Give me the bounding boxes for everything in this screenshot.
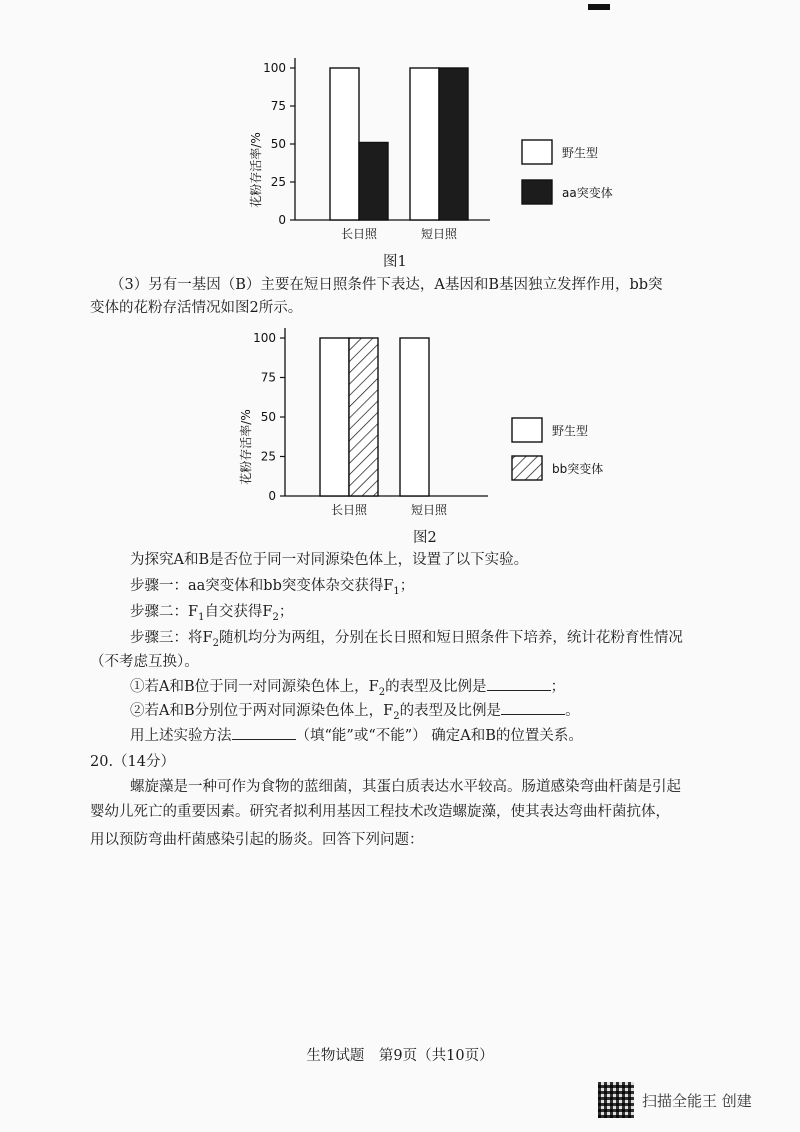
y-tick-label: 50 xyxy=(260,410,276,424)
bar-aa突变体-短日照 xyxy=(439,68,468,220)
legend-swatch xyxy=(512,456,542,480)
fig1-bars xyxy=(330,68,468,220)
fig1-legend xyxy=(522,140,613,204)
fig2-bars xyxy=(320,338,429,496)
answer-blank-a[interactable] xyxy=(487,676,551,691)
y-tick-label: 100 xyxy=(253,331,276,345)
x-tick-label: 长日照 xyxy=(330,503,368,517)
legend-swatch xyxy=(522,180,552,204)
y-tick-label: 25 xyxy=(260,449,276,464)
step-3: 步骤三：将$F_2$随机均分为两组，分别在长日照和短日照条件下培养，统计花粉育性情况 xyxy=(130,630,683,649)
legend-swatch xyxy=(512,418,542,442)
explore-text: 为探究A和B是否位于同一对同源染色体上，设置了以下实验。 xyxy=(130,552,529,568)
legend-label: 野生型 xyxy=(562,146,599,160)
figure-2-chart xyxy=(230,322,650,522)
x-tick-label: 短日照 xyxy=(420,227,458,241)
q20-line3: 用以预防弯曲杆菌感染引起的肠炎。回答下列问题： xyxy=(90,832,424,848)
scanner-watermark xyxy=(598,1082,788,1118)
bar-aa突变体-长日照 xyxy=(359,142,388,220)
q20-line2: 婴幼儿死亡的重要因素。研究者拟利用基因工程技术改造螺旋藻，使其表达弯曲杆菌抗体， xyxy=(90,804,670,820)
y-tick-label: 50 xyxy=(270,137,286,151)
page-footer: 生物试题 第9页（共10页） xyxy=(306,1048,494,1064)
answer-blank-b[interactable] xyxy=(501,700,565,715)
y-tick-label: 75 xyxy=(270,99,286,113)
legend-label: bb突变体 xyxy=(552,462,604,476)
q3-line2: 变体的花粉存活情况如图2所示。 xyxy=(90,300,303,316)
scan-mark xyxy=(588,4,610,10)
y-tick-label: 75 xyxy=(260,370,276,385)
question-b: ②若A和B分别位于两对同源染色体上，$F_2$的表型及比例是 。 xyxy=(130,700,780,728)
legend-label: aa突变体 xyxy=(562,186,613,200)
figure-1-chart xyxy=(240,50,660,245)
bar-野生型-长日照 xyxy=(320,338,349,496)
q20-line1: 螺旋藻是一种可作为食物的蓝细菌，其蛋白质表达水平较高。肠道感染弯曲杆菌是引起 xyxy=(130,779,681,795)
fig2-ylabel: 花粉存活率/% xyxy=(239,409,253,485)
legend-swatch xyxy=(522,140,552,164)
step-2: 步骤二：$F_1$自交获得$F_2$； xyxy=(130,604,294,623)
question-a: ①若A和B位于同一对同源染色体上，$F_2$的表型及比例是 ； xyxy=(130,676,780,704)
fig2-legend xyxy=(512,418,603,480)
y-tick-label: 100 xyxy=(263,61,286,75)
question-c: 用上述实验方法 （填“能”或“不能”） 确定A和B的位置关系。 xyxy=(130,725,780,747)
fig1-ylabel: 花粉存活率/% xyxy=(249,132,263,208)
q3-line1: （3）另有一基因（B）主要在短日照条件下表达，A基因和B基因独立发挥作用，bb突 xyxy=(110,277,663,293)
y-tick-label: 0 xyxy=(268,489,276,503)
question-20-header: 20.（14分） xyxy=(90,754,176,770)
legend-label: 野生型 xyxy=(552,424,589,438)
bar-野生型-短日照 xyxy=(400,338,429,496)
watermark-text: 扫描全能王 创建 xyxy=(642,1091,752,1110)
qr-code-icon xyxy=(598,1082,634,1118)
x-tick-label: 短日照 xyxy=(410,503,448,517)
figure-2-caption: 图2 xyxy=(413,530,437,546)
y-tick-label: 0 xyxy=(278,213,286,227)
figure-1-caption: 图1 xyxy=(383,254,407,270)
answer-blank-c[interactable] xyxy=(232,725,296,740)
x-tick-label: 长日照 xyxy=(340,227,378,241)
step-1: 步骤一：aa突变体和bb突变体杂交获得$F_1$； xyxy=(130,578,415,597)
y-tick-label: 25 xyxy=(270,175,286,189)
bar-bb突变体-长日照 xyxy=(349,338,378,496)
bar-野生型-短日照 xyxy=(410,68,439,220)
step-3-line2: （不考虑互换）。 xyxy=(90,654,199,670)
bar-野生型-长日照 xyxy=(330,68,359,220)
